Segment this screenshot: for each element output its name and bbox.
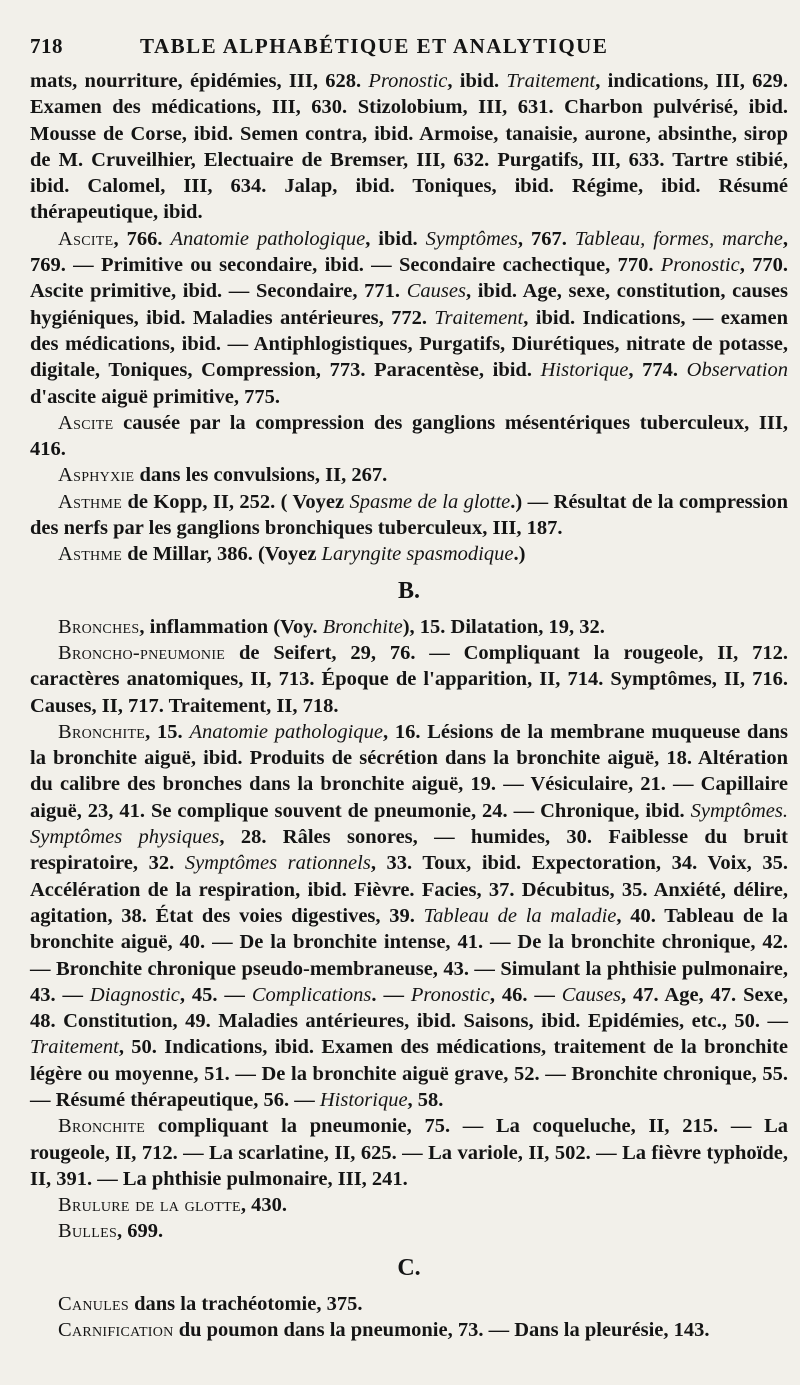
entry-italic-text: Anatomie pathologique (189, 720, 383, 743)
entry-headword: Ascite (58, 411, 114, 434)
entry-headword: Canules (58, 1292, 129, 1315)
index-entry (30, 1291, 788, 1317)
entry-italic-text: Diagnostic (89, 983, 180, 1006)
section-letter: B. (397, 577, 420, 604)
entry-italic-text: Symptômes (425, 227, 518, 250)
entry-text: , 33. Toux, ibid. Expectoration, 34. Voix, 35. Accélération de la respiration, ibid. Fièvre. Facies, 37. Décubitus, 35. Anxiété, délire, agitation, 38. État des voies digestives, 39. (30, 852, 788, 927)
page-number: 718 (30, 34, 63, 58)
entry-italic-text: Historique (540, 359, 629, 382)
entry-headword: Broncho-pneumonie (58, 641, 226, 664)
index-entry (30, 640, 788, 719)
entry-text: , 47. Age, 47. Sexe, 48. Constitution, 49. Maladies antérieures, ibid. Saisons, ibid. Epidémies, etc., 50. — (30, 983, 789, 1033)
entry-text: compliquant la pneumonie, 75. — La coqueluche, II, 215. — La rougeole, II, 712. — La scarlatine, II, 625. — La variole, II, 502. — La fièvre typhoïde, II, 391. — La phthisie pulmonaire, III, 241. (30, 1115, 788, 1190)
entry-italic-text: Causes (561, 983, 621, 1006)
entry-text: , indications, III, 629. Examen des médications, III, 630. Stizolobium, III, 631. Charbon pulvérisé, ibid. Mousse de Corse, ibid. Semen contra, ibid. Armoise, tanaisie, aurone, absinthe, sirop de M. Cruveilhier, Electuaire de Bremser, III, 632. Purgatifs, III, 633. Tartre stibié, ibid. Calomel, III, 634. Jalap, ibid. Toniques, ibid. Régime, ibid. Résumé thérapeutique, ibid. (30, 70, 788, 224)
entry-headword: Bronchite (58, 720, 146, 743)
index-entry (30, 719, 788, 1113)
entry-headword: Asthme (58, 543, 123, 566)
entry-headword: Carnification (58, 1319, 174, 1342)
entry-text: , ibid. Indications, — examen des médications, ibid. — Antiphlogistiques, Purgatifs, Diurétiques, nitrate de potasse, digitale, Toniques, Compression, 773. Paracentèse, ibid. (30, 306, 788, 382)
entry-italic-text: Tableau de la maladie (423, 904, 617, 927)
index-entries (30, 68, 788, 1343)
entry-text: , 15. (145, 720, 190, 743)
index-entry (30, 1218, 788, 1244)
entry-text: , 40. Tableau de la bronchite aiguë, 40. — De la bronchite intense, 41. — De la bronchite chronique, 42. — Bronchite chronique pseudo-membraneuse, 43. — Simulant la phthisie pulmonaire, 43. — (30, 904, 788, 1006)
entry-text: , 28. Râles sonores, — humides, 30. Faiblesse du bruit respiratoire, 32. (30, 826, 788, 875)
index-entry (30, 1192, 788, 1218)
entry-italic-text: Bronchite (322, 615, 403, 638)
entry-text: du poumon dans la pneumonie, 73. — Dans la pleurésie, 143. (173, 1319, 710, 1342)
entry-text: , 770. Ascite primitive, ibid. — Secondaire, 771. (30, 254, 789, 303)
entry-italic-text: Pronostic (660, 254, 740, 277)
entry-italic-text: Pronostic (368, 70, 448, 92)
entry-italic-text: Tableau, formes, marche (574, 227, 783, 250)
entry-text: mats, nourriture, épidémies, III, 628. (30, 70, 369, 92)
entry-text: , 767. (517, 227, 575, 250)
entry-italic-text: Symptômes rationnels (184, 852, 371, 875)
entry-headword: Bulles (58, 1220, 118, 1243)
entry-text: de Seifert, 29, 76. — Compliquant la rougeole, II, 712. caractères anatomiques, II, 713. Époque de l'apparition, II, 714. Symptômes, II, 716. Causes, II, 717. Traitement, II, 718. (30, 641, 788, 717)
entry-text: , ibid. (365, 227, 426, 250)
entry-text: , 430. (240, 1194, 287, 1217)
entry-headword: Asthme (58, 490, 123, 513)
entry-text: , inflammation (Voy. (139, 615, 323, 638)
entry-text: d'ascite aiguë primitive, 775. (30, 385, 280, 408)
entry-text: . — (371, 983, 411, 1006)
entry-text: , 50. Indications, ibid. Examen des médications, traitement de la bronchite légère ou moyenne, 51. — De la bronchite aiguë grave, 52. — Bronchite chronique, 55. — Résumé thérapeutique, 56. — (30, 1036, 788, 1111)
entry-text: , ibid. Age, sexe, constitution, causes hygiéniques, ibid. Maladies antérieures, 772. (30, 280, 788, 329)
entry-italic-text: Traitement (30, 1036, 119, 1059)
index-entry (30, 1317, 788, 1343)
entry-text: de Millar, 386. (Voyez (122, 543, 322, 566)
index-entry (30, 541, 788, 567)
entry-italic-text: Historique (319, 1088, 408, 1111)
entry-italic-text: Spasme de la glotte (349, 490, 511, 513)
entry-text: ), 15. Dilatation, 19, 32. (402, 615, 605, 638)
entry-text: , 45. — (179, 983, 252, 1006)
entry-italic-text: Symptômes. Symptômes physiques (30, 799, 788, 849)
index-entry (30, 226, 788, 410)
entry-italic-text: Traitement (506, 70, 596, 92)
entry-text: , 699. (117, 1220, 164, 1243)
entry-italic-text: Complications (251, 983, 372, 1006)
index-entry (30, 489, 788, 542)
section-letter: C. (397, 1254, 421, 1281)
entry-italic-text: Anatomie pathologique (170, 227, 366, 250)
entry-text: , 46. — (489, 983, 562, 1006)
index-entry (30, 462, 788, 488)
entry-text: , 774. (628, 359, 687, 382)
entry-headword: Asphyxie (58, 464, 135, 487)
entry-italic-text: Causes (406, 280, 466, 303)
index-entry (30, 614, 788, 640)
entry-text: dans les convulsions, II, 267. (134, 464, 388, 487)
page-header (30, 34, 788, 68)
entry-text: , 58. (407, 1088, 444, 1111)
entry-text: , 16. Lésions de la membrane muqueuse dans la bronchite aiguë, ibid. Produits de sécrétion dans la bronchite aiguë, 18. Altération du calibre des bronches dans la bronchite aiguë, 19. — Vésiculaire, 21. — Capillaire aiguë, 23, 41. Se complique souvent de pneumonie, 24. — Chronique, ibid. (30, 720, 788, 822)
entry-italic-text: Traitement (434, 306, 524, 329)
entry-text: , 766. (113, 227, 171, 250)
entry-headword: Ascite (58, 227, 114, 250)
index-entry (30, 410, 788, 463)
entry-headword: Bronches (58, 615, 140, 638)
index-entry (30, 1113, 788, 1192)
index-entry (30, 68, 788, 226)
entry-headword: Brulure de la glotte (58, 1194, 241, 1217)
entry-text: .) — Résultat de la compression des nerfs par les ganglions bronchiques tuberculeux, III, 187. (30, 490, 788, 540)
entry-italic-text: Observation (686, 359, 789, 382)
entry-text: dans la trachéotomie, 375. (129, 1292, 363, 1315)
entry-text: causée par la compression des ganglions mésentériques tuberculeux, III, 416. (30, 411, 788, 461)
entry-italic-text: Laryngite spasmodique (321, 543, 514, 566)
entry-text: , ibid. (447, 70, 507, 92)
entry-italic-text: Pronostic (410, 983, 490, 1006)
running-title: TABLE ALPHABÉTIQUE ET ANALYTIQUE (140, 34, 609, 58)
entry-text: de Kopp, II, 252. ( Voyez (122, 490, 350, 513)
entry-headword: Bronchite (58, 1115, 146, 1138)
entry-text: .) (513, 543, 526, 566)
entry-text: , 769. — Primitive ou secondaire, ibid. — Secondaire cachectique, 770. (30, 227, 788, 277)
